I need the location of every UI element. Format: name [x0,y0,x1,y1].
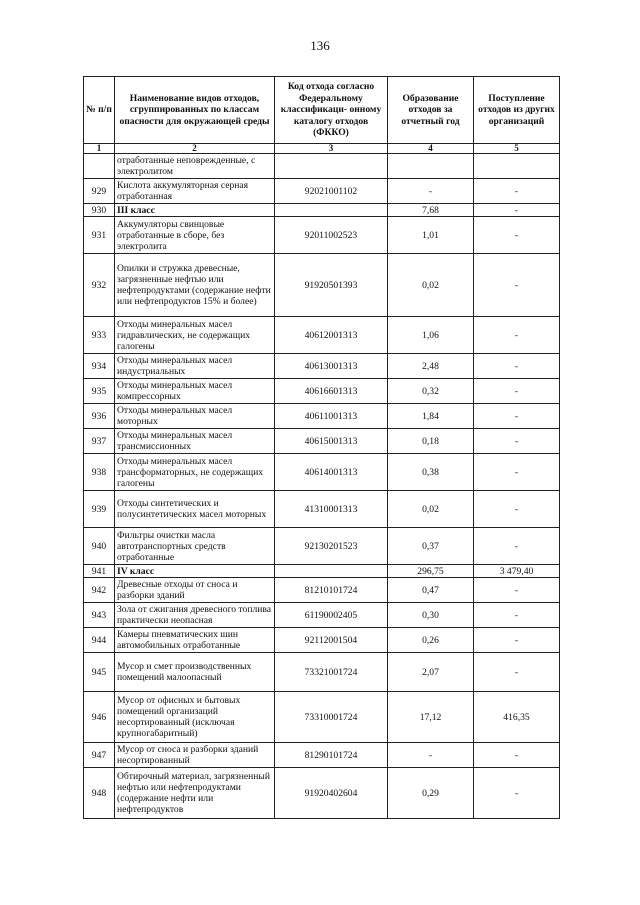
col-header-name: Наименование видов отходов, сгруппированных по классам опасности для окружающей среды [115,77,275,144]
cell-num: 935 [84,379,115,404]
column-number: 5 [474,144,560,154]
cell-num: 936 [84,404,115,429]
cell-received: - [474,743,560,768]
cell-num: 930 [84,204,115,217]
table-row [84,404,560,429]
cell-code: 73310001724 [275,692,388,743]
cell-formed: 17,12 [388,692,474,743]
column-number: 4 [388,144,474,154]
table-row [84,354,560,379]
cell-formed [388,154,474,179]
cell-name: Отходы минеральных масел индустриальных [115,354,275,379]
cell-received: - [474,603,560,628]
cell-formed: 0,47 [388,578,474,603]
cell-received: - [474,317,560,354]
cell-received: 416,35 [474,692,560,743]
cell-name: Опилки и стружка древесные, загрязненные нефтью или нефтепродуктами (содержание нефти или нефтепродуктов 15% и более) [115,254,275,317]
cell-received: - [474,578,560,603]
table-row [84,603,560,628]
table-row [84,317,560,354]
cell-code: 81290101724 [275,743,388,768]
cell-name: Камеры пневматических шин автомобильных отработанные [115,628,275,653]
table-row [84,528,560,565]
cell-code: 40611001313 [275,404,388,429]
cell-name: Фильтры очистки масла автотранспортных средств отработанные [115,528,275,565]
cell-code: 40615001313 [275,429,388,454]
table-row [84,454,560,491]
cell-received: - [474,179,560,204]
cell-received: - [474,528,560,565]
cell-received: - [474,217,560,254]
column-number: 2 [115,144,275,154]
cell-name: IV класс [115,565,275,578]
cell-code: 92021001102 [275,179,388,204]
table-row [84,653,560,692]
header-row [84,77,560,144]
cell-formed: 0,18 [388,429,474,454]
cell-formed: 0,02 [388,491,474,528]
cell-code: 40616601313 [275,379,388,404]
cell-code: 92130201523 [275,528,388,565]
cell-num: 938 [84,454,115,491]
cell-num: 937 [84,429,115,454]
table-row [84,217,560,254]
cell-num: 939 [84,491,115,528]
cell-received: - [474,204,560,217]
cell-code: 40613001313 [275,354,388,379]
cell-received: - [474,628,560,653]
cell-name: отработанные неповрежденные, с электролитом [115,154,275,179]
cell-num: 934 [84,354,115,379]
col-header-code: Код отхода согласно Федеральному классификаци- онному каталогу отходов (ФККО) [275,77,388,144]
cell-code: 92112001504 [275,628,388,653]
cell-formed: - [388,743,474,768]
cell-num [84,154,115,179]
column-number: 3 [275,144,388,154]
cell-name: Отходы синтетических и полусинтетических масел моторных [115,491,275,528]
page-number: 136 [310,38,330,53]
cell-num: 932 [84,254,115,317]
cell-formed: 7,68 [388,204,474,217]
cell-name: Отходы минеральных масел трансмиссионных [115,429,275,454]
cell-formed: - [388,179,474,204]
cell-name: Обтирочный материал, загрязненный нефтью или нефтепродуктами (содержание нефти или нефтепродуктов [115,768,275,819]
cell-received: - [474,768,560,819]
col-header-num: № п/п [84,77,115,144]
cell-num: 933 [84,317,115,354]
cell-formed: 2,48 [388,354,474,379]
cell-formed: 0,37 [388,528,474,565]
col-header-received: Поступление отходов из других организаций [474,77,560,144]
cell-name: Мусор и смет производственных помещений малоопасный [115,653,275,692]
cell-name: Кислота аккумуляторная серная отработанная [115,179,275,204]
cell-formed: 1,06 [388,317,474,354]
cell-code: 40612001313 [275,317,388,354]
cell-name: Отходы минеральных масел компрессорных [115,379,275,404]
cell-num: 948 [84,768,115,819]
cell-code: 92011002523 [275,217,388,254]
cell-code: 81210101724 [275,578,388,603]
cell-code: 41310001313 [275,491,388,528]
cell-received [474,154,560,179]
cell-code: 61190002405 [275,603,388,628]
cell-name: Зола от сжигания древесного топлива практически неопасная [115,603,275,628]
cell-received: - [474,491,560,528]
waste-table [83,76,560,819]
cell-formed: 296,75 [388,565,474,578]
cell-name: Отходы минеральных масел гидравлических, не содержащих галогены [115,317,275,354]
cell-num: 929 [84,179,115,204]
table-row [84,379,560,404]
cell-code [275,565,388,578]
class-total-row [84,204,560,217]
cell-num: 946 [84,692,115,743]
column-number: 1 [84,144,115,154]
cell-formed: 0,02 [388,254,474,317]
cell-name: Отходы минеральных масел моторных [115,404,275,429]
cell-num: 945 [84,653,115,692]
table-row [84,578,560,603]
cell-num: 947 [84,743,115,768]
cell-received: - [474,454,560,491]
cell-formed: 0,29 [388,768,474,819]
cell-code: 91920501393 [275,254,388,317]
cell-code: 73321001724 [275,653,388,692]
cell-code [275,204,388,217]
table-row [84,768,560,819]
table-row [84,179,560,204]
cell-name: Мусор от офисных и бытовых помещений организаций несортированный (исключая крупногабаритный) [115,692,275,743]
table-row [84,491,560,528]
cell-received: - [474,404,560,429]
cell-received: - [474,429,560,454]
cell-name: III класс [115,204,275,217]
cell-num: 940 [84,528,115,565]
cell-num: 943 [84,603,115,628]
cell-received: 3 479,40 [474,565,560,578]
cell-received: - [474,653,560,692]
table-row [84,254,560,317]
cell-formed: 0,30 [388,603,474,628]
column-number-row [84,144,560,154]
cell-formed: 0,26 [388,628,474,653]
cell-num: 944 [84,628,115,653]
table-body [84,154,560,819]
cell-code: 91920402604 [275,768,388,819]
cell-num: 931 [84,217,115,254]
table-row [84,154,560,179]
col-header-formed: Образование отходов за отчетный год [388,77,474,144]
cell-received: - [474,354,560,379]
cell-received: - [474,254,560,317]
cell-code [275,154,388,179]
cell-formed: 2,07 [388,653,474,692]
cell-received: - [474,379,560,404]
table-row [84,429,560,454]
cell-formed: 1,84 [388,404,474,429]
cell-formed: 0,32 [388,379,474,404]
cell-name: Аккумуляторы свинцовые отработанные в сборе, без электролита [115,217,275,254]
cell-name: Древесные отходы от сноса и разборки зданий [115,578,275,603]
table-row [84,628,560,653]
cell-name: Мусор от сноса и разборки зданий несортированный [115,743,275,768]
cell-formed: 0,38 [388,454,474,491]
cell-formed: 1,01 [388,217,474,254]
class-total-row [84,565,560,578]
cell-code: 40614001313 [275,454,388,491]
cell-num: 941 [84,565,115,578]
table-row [84,692,560,743]
table-row [84,743,560,768]
cell-num: 942 [84,578,115,603]
cell-name: Отходы минеральных масел трансформаторных, не содержащих галогены [115,454,275,491]
